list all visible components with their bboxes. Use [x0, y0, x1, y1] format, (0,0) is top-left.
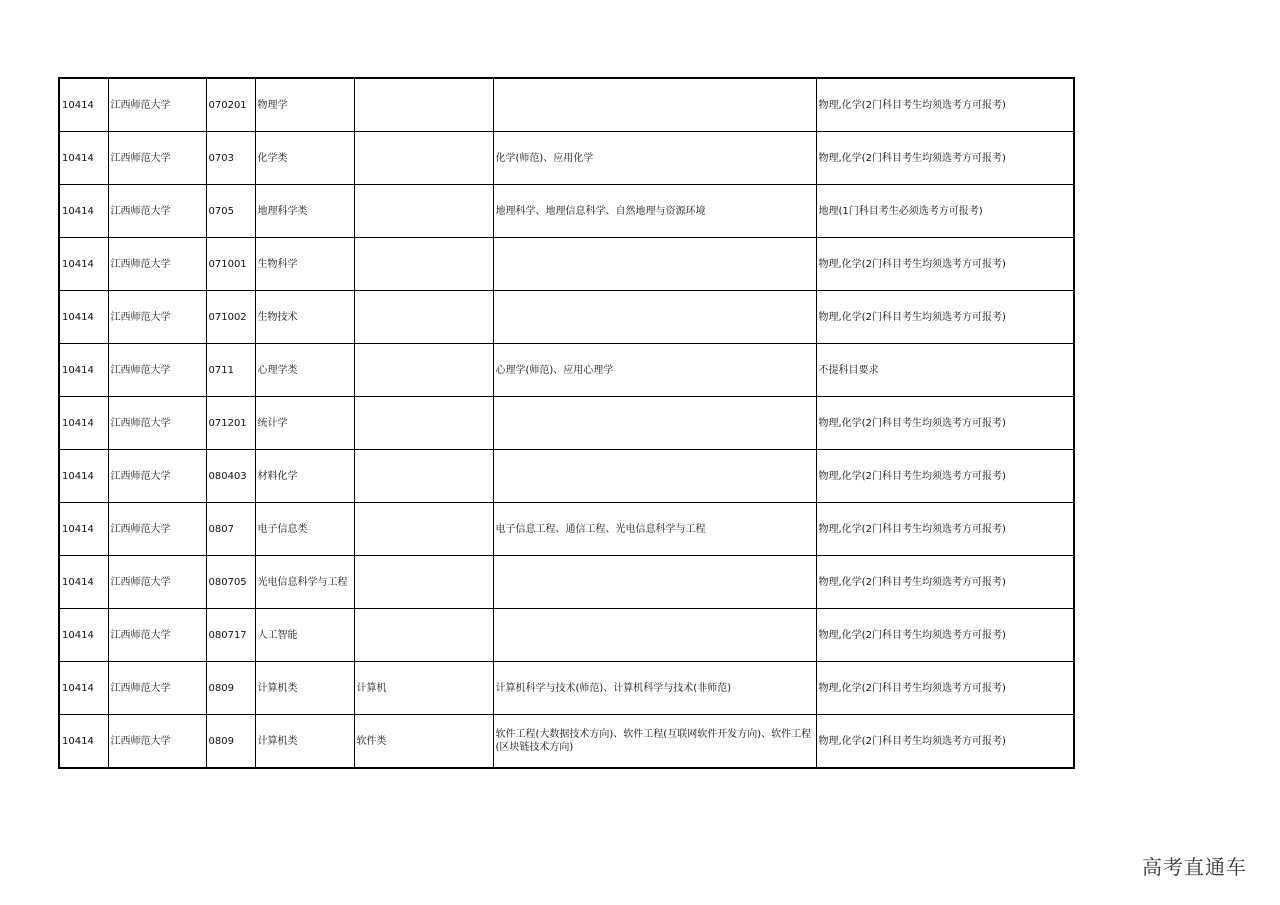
major-name-cell: 人工智能 — [255, 609, 354, 662]
major-code-cell: 080717 — [206, 609, 255, 662]
school-name-cell: 江西师范大学 — [108, 556, 206, 609]
table-row — [59, 556, 1074, 609]
watermark-text: 高考直通车 — [1142, 855, 1247, 879]
major-name-cell: 心理学类 — [255, 344, 354, 397]
subject-requirement-cell: 物理,化学(2门科目考生均须选考方可报考) — [816, 609, 1074, 662]
school-code-cell: 10414 — [59, 132, 108, 185]
table-row — [59, 132, 1074, 185]
included-majors-cell: 软件工程(大数据技术方向)、软件工程(互联网软件开发方向)、软件工程(区块链技术方向) — [493, 715, 816, 769]
included-majors-cell — [493, 450, 816, 503]
major-code-cell: 080705 — [206, 556, 255, 609]
included-majors-cell — [493, 238, 816, 291]
major-name-cell: 电子信息类 — [255, 503, 354, 556]
subject-requirement-cell: 物理,化学(2门科目考生均须选考方可报考) — [816, 450, 1074, 503]
included-majors-cell: 地理科学、地理信息科学、自然地理与资源环境 — [493, 185, 816, 238]
major-code-cell: 0809 — [206, 662, 255, 715]
subject-requirement-cell: 物理,化学(2门科目考生均须选考方可报考) — [816, 397, 1074, 450]
table-row — [59, 503, 1074, 556]
school-name-cell: 江西师范大学 — [108, 238, 206, 291]
table-row — [59, 397, 1074, 450]
subclass-cell — [354, 344, 493, 397]
school-name-cell: 江西师范大学 — [108, 503, 206, 556]
subclass-cell — [354, 609, 493, 662]
major-code-cell: 0809 — [206, 715, 255, 769]
subclass-cell — [354, 397, 493, 450]
table-row — [59, 344, 1074, 397]
school-name-cell: 江西师范大学 — [108, 662, 206, 715]
school-code-cell: 10414 — [59, 662, 108, 715]
subject-requirement-cell: 物理,化学(2门科目考生均须选考方可报考) — [816, 556, 1074, 609]
major-code-cell: 0807 — [206, 503, 255, 556]
school-code-cell: 10414 — [59, 450, 108, 503]
table-row — [59, 291, 1074, 344]
major-name-cell: 材料化学 — [255, 450, 354, 503]
school-name-cell: 江西师范大学 — [108, 715, 206, 769]
subclass-cell — [354, 78, 493, 132]
admission-subject-table — [58, 77, 1075, 769]
included-majors-cell: 计算机科学与技术(师范)、计算机科学与技术(非师范) — [493, 662, 816, 715]
major-name-cell: 地理科学类 — [255, 185, 354, 238]
included-majors-cell — [493, 397, 816, 450]
major-code-cell: 070201 — [206, 78, 255, 132]
school-name-cell: 江西师范大学 — [108, 78, 206, 132]
school-name-cell: 江西师范大学 — [108, 397, 206, 450]
school-name-cell: 江西师范大学 — [108, 132, 206, 185]
major-code-cell: 0711 — [206, 344, 255, 397]
included-majors-cell: 化学(师范)、应用化学 — [493, 132, 816, 185]
major-code-cell: 080403 — [206, 450, 255, 503]
school-code-cell: 10414 — [59, 291, 108, 344]
subclass-cell — [354, 185, 493, 238]
table-row — [59, 78, 1074, 132]
school-code-cell: 10414 — [59, 78, 108, 132]
major-code-cell: 0705 — [206, 185, 255, 238]
subclass-cell: 软件类 — [354, 715, 493, 769]
major-name-cell: 计算机类 — [255, 662, 354, 715]
major-name-cell: 化学类 — [255, 132, 354, 185]
school-code-cell: 10414 — [59, 609, 108, 662]
included-majors-cell: 心理学(师范)、应用心理学 — [493, 344, 816, 397]
subject-requirement-cell: 物理,化学(2门科目考生均须选考方可报考) — [816, 503, 1074, 556]
school-code-cell: 10414 — [59, 397, 108, 450]
major-code-cell: 071001 — [206, 238, 255, 291]
subclass-cell: 计算机 — [354, 662, 493, 715]
major-name-cell: 计算机类 — [255, 715, 354, 769]
subject-requirement-cell: 地理(1门科目考生必须选考方可报考) — [816, 185, 1074, 238]
table-body — [59, 78, 1074, 768]
included-majors-cell — [493, 556, 816, 609]
subclass-cell — [354, 503, 493, 556]
school-name-cell: 江西师范大学 — [108, 450, 206, 503]
major-name-cell: 生物科学 — [255, 238, 354, 291]
subclass-cell — [354, 238, 493, 291]
school-name-cell: 江西师范大学 — [108, 344, 206, 397]
subclass-cell — [354, 450, 493, 503]
school-name-cell: 江西师范大学 — [108, 291, 206, 344]
school-code-cell: 10414 — [59, 715, 108, 769]
school-name-cell: 江西师范大学 — [108, 185, 206, 238]
subject-requirement-cell: 物理,化学(2门科目考生均须选考方可报考) — [816, 132, 1074, 185]
subject-requirement-cell: 物理,化学(2门科目考生均须选考方可报考) — [816, 291, 1074, 344]
subject-requirement-cell: 物理,化学(2门科目考生均须选考方可报考) — [816, 662, 1074, 715]
subclass-cell — [354, 556, 493, 609]
school-code-cell: 10414 — [59, 344, 108, 397]
subclass-cell — [354, 291, 493, 344]
school-code-cell: 10414 — [59, 238, 108, 291]
major-code-cell: 071201 — [206, 397, 255, 450]
table-row — [59, 715, 1074, 769]
table-row — [59, 609, 1074, 662]
major-name-cell: 统计学 — [255, 397, 354, 450]
table-row — [59, 450, 1074, 503]
table-row — [59, 238, 1074, 291]
major-code-cell: 0703 — [206, 132, 255, 185]
included-majors-cell — [493, 609, 816, 662]
school-code-cell: 10414 — [59, 556, 108, 609]
subject-requirement-cell: 物理,化学(2门科目考生均须选考方可报考) — [816, 715, 1074, 769]
school-code-cell: 10414 — [59, 503, 108, 556]
included-majors-cell: 电子信息工程、通信工程、光电信息科学与工程 — [493, 503, 816, 556]
table-row — [59, 185, 1074, 238]
school-code-cell: 10414 — [59, 185, 108, 238]
subclass-cell — [354, 132, 493, 185]
major-name-cell: 生物技术 — [255, 291, 354, 344]
major-name-cell: 物理学 — [255, 78, 354, 132]
included-majors-cell — [493, 291, 816, 344]
major-code-cell: 071002 — [206, 291, 255, 344]
subject-requirement-cell: 物理,化学(2门科目考生均须选考方可报考) — [816, 78, 1074, 132]
included-majors-cell — [493, 78, 816, 132]
subject-requirement-cell: 物理,化学(2门科目考生均须选考方可报考) — [816, 238, 1074, 291]
major-name-cell: 光电信息科学与工程 — [255, 556, 354, 609]
school-name-cell: 江西师范大学 — [108, 609, 206, 662]
subject-requirement-cell: 不提科目要求 — [816, 344, 1074, 397]
table-row — [59, 662, 1074, 715]
